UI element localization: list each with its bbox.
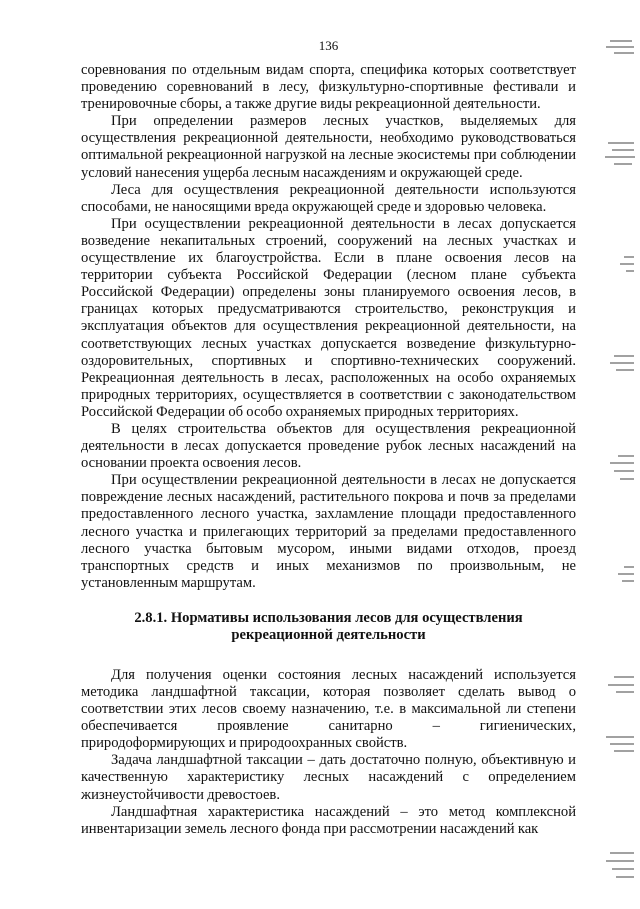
paragraph-construction: При осуществлении рекреационной деятельности в лесах допускается возведение некапитальных строений, сооружений на лесных участках и осуществление их благоустройства. Если в плане освоения лесов на территории субъекта Российской Федерации (лесном плане субъекта Российской Федерации) определены зоны планируемого освоения лесов, в границах которых предусматриваются строительство, реконструкция и эксплуатация объектов для осуществления рекреационной деятельности, на соответствующих лесных участках допускается возведение физкультурно-оздоровительных, спортивных и спортивно-технических сооружений. Рекреационная деятельность в лесах, расположенных на особо охраняемых природных территориях, осуществляется в соответствии с законодательством Российской Федерации об особо охраняемых природных территориях.: [81, 215, 576, 420]
section-heading: [81, 610, 576, 645]
scan-edge-noise: [600, 0, 640, 909]
section-heading-line-2: рекреационной деятельности: [231, 627, 426, 644]
page-number: 136: [318, 38, 339, 53]
paragraph-continuation: соревнования по отдельным видам спорта, специфика которых соответствует проведению соревнований в лесу, физкультурно-спортивные фестивали и тренировочные сборы, а также другие виды рекреационной деятельности.: [81, 62, 576, 113]
paragraph-taxation-task: Задача ландшафтной таксации – дать достаточно полную, объективную и качественную характеристику лесных насаждений с определением жизнеустойчивости древостоев.: [81, 752, 576, 803]
paragraph-landscape-characteristic: Ландшафтная характеристика насаждений – это метод комплексной инвентаризации земель лесного фонда при рассмотрении насаждений как: [81, 803, 576, 837]
paragraph-felling: В целях строительства объектов для осуществления рекреационной деятельности в лесах допускается проведение рубок лесных насаждений на основании проекта освоения лесов.: [81, 420, 576, 472]
section-heading-line-1: 2.8.1. Нормативы использования лесов для осуществления: [134, 609, 523, 626]
paragraph-usage-methods: Леса для осуществления рекреационной деятельности используются способами, не наносящими вреда окружающей среде и здоровью человека.: [81, 181, 576, 215]
paragraph-prohibitions: При осуществлении рекреационной деятельности в лесах не допускается повреждение лесных насаждений, растительного покрова и почв за пределами предоставленного лесного участка, захламление площади предоставленного лесного участка и прилегающих территорий за пределами предоставленного лесного участка бытовым мусором, иными видами отходов, проезд транспортных средств и иных механизмов по произвольным, не установленным маршрутам.: [81, 472, 576, 591]
paragraph-plot-size: При определении размеров лесных участков, выделяемых для осуществления рекреационной деятельности, необходимо руководствоваться оптимальной рекреационной нагрузкой на лесные экосистемы при соблюдении условий нанесения ущерба лесным насаждениям и окружающей среде.: [81, 113, 576, 181]
document-page: [81, 38, 576, 838]
paragraph-landscape-method: Для получения оценки состояния лесных насаждений используется методика ландшафтной таксации, которая позволяет сделать вывод о соответствии этих лесов своему назначению, т.е. в максимальной ли степени обеспечивается проявление санитарно – гигиенических, природоформирующих и природоохранных свойств.: [81, 666, 576, 752]
